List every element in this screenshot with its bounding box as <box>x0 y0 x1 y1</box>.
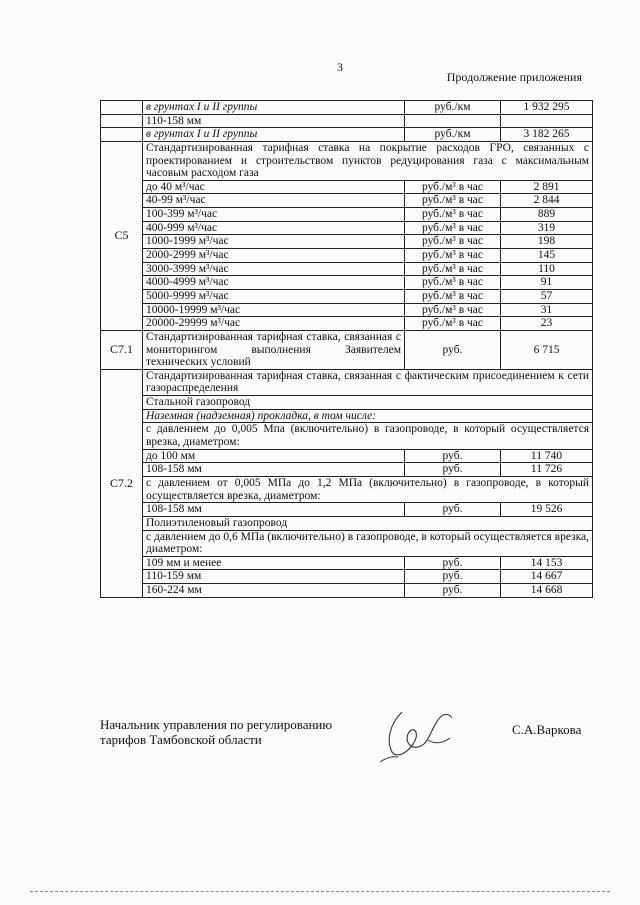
row-value: 11 740 <box>501 449 593 463</box>
row-unit: руб./м³ в час <box>405 303 501 317</box>
row-label: 1000-1999 м³/час <box>143 235 405 249</box>
rate-code: С7.1 <box>101 330 143 369</box>
row-value: 14 153 <box>501 556 593 570</box>
table-row <box>101 235 593 249</box>
row-unit: руб./м³ в час <box>405 289 501 303</box>
row-label: 110-159 мм <box>143 570 405 584</box>
row-value: 2 844 <box>501 194 593 208</box>
table-row <box>101 516 593 530</box>
pressure-condition: с давлением до 0,6 МПа (включительно) в газопроводе, в который осуществляется врезка, диаметром: <box>143 530 593 556</box>
table-row <box>101 369 593 395</box>
row-label: 20000-29999 м³/час <box>143 317 405 331</box>
row-value: 145 <box>501 249 593 263</box>
tariff-table <box>100 100 593 598</box>
row-unit: руб. <box>405 556 501 570</box>
signatory-name: С.А.Варкова <box>512 722 582 737</box>
row-unit <box>405 114 501 128</box>
table-row <box>101 423 593 449</box>
row-label: 5000-9999 м³/час <box>143 289 405 303</box>
rate-description: Стандартизированная тарифная ставка на покрытие расходов ГРО, связанных с проектированием и строительством пунктов редуцирования газа с максимальным часовым расходом газа <box>143 141 593 180</box>
row-value: 319 <box>501 221 593 235</box>
row-value: 110 <box>501 262 593 276</box>
row-unit: руб./м³ в час <box>405 235 501 249</box>
signatory-position-line: Начальник управления по регулированию <box>100 717 333 732</box>
rate-code: С5 <box>101 141 143 330</box>
row-value <box>501 114 593 128</box>
table-row <box>101 276 593 290</box>
row-unit: руб./м³ в час <box>405 317 501 331</box>
row-unit: руб./м³ в час <box>405 194 501 208</box>
table-row <box>101 141 593 180</box>
table-row <box>101 330 593 369</box>
row-value: 6 715 <box>501 330 593 369</box>
row-unit: руб./м³ в час <box>405 180 501 194</box>
section-heading: Стальной газопровод <box>143 396 593 410</box>
row-label: 3000-3999 м³/час <box>143 262 405 276</box>
table-row <box>101 463 593 477</box>
row-unit: руб./км <box>405 101 501 115</box>
table-row <box>101 409 593 423</box>
row-value: 1 932 295 <box>501 101 593 115</box>
continuation-label: Продолжение приложения <box>446 70 582 84</box>
row-label: 110-158 мм <box>143 114 405 128</box>
table-row <box>101 289 593 303</box>
row-value: 57 <box>501 289 593 303</box>
row-unit: руб. <box>405 463 501 477</box>
table-row <box>101 101 593 115</box>
table-row <box>101 303 593 317</box>
row-label: до 100 мм <box>143 449 405 463</box>
row-label: в грунтах I и II группы <box>143 101 405 115</box>
signatory-position-line: тарифов Тамбовской области <box>100 731 262 747</box>
rate-description: Стандартизированная тарифная ставка, связанная с фактическим присоединением к сети газораспределения <box>143 369 593 395</box>
row-label: 400-999 м³/час <box>143 221 405 235</box>
row-value: 2 891 <box>501 180 593 194</box>
page-number: 3 <box>337 60 343 74</box>
table-row <box>101 584 593 598</box>
row-value: 91 <box>501 276 593 290</box>
row-unit: руб./м³ в час <box>405 208 501 222</box>
row-unit: руб./м³ в час <box>405 262 501 276</box>
table-row <box>101 208 593 222</box>
row-label: 100-399 м³/час <box>143 208 405 222</box>
row-label: 108-158 мм <box>143 503 405 517</box>
rate-description: Стандартизированная тарифная ставка, связанная с мониторингом выполнения Заявителем технических условий <box>143 330 405 369</box>
rate-code: С7.2 <box>101 369 143 597</box>
row-label: до 40 м³/час <box>143 180 405 194</box>
row-label: 160-224 мм <box>143 584 405 598</box>
table-row <box>101 114 593 128</box>
row-unit: руб. <box>405 503 501 517</box>
table-row <box>101 503 593 517</box>
pressure-condition: с давлением от 0,005 МПа до 1,2 МПа (включительно) в газопроводе, в который осуществляется врезка, диаметром: <box>143 476 593 502</box>
row-label: 4000-4999 м³/час <box>143 276 405 290</box>
row-label: в грунтах I и II группы <box>143 128 405 142</box>
handwritten-signature <box>372 700 472 770</box>
row-unit: руб. <box>405 330 501 369</box>
row-unit: руб./км <box>405 128 501 142</box>
table-row <box>101 249 593 263</box>
page-bottom-rule <box>30 891 610 892</box>
table-row <box>101 262 593 276</box>
table-row <box>101 570 593 584</box>
row-unit: руб. <box>405 449 501 463</box>
row-unit: руб./м³ в час <box>405 221 501 235</box>
table-row <box>101 317 593 331</box>
table-row <box>101 449 593 463</box>
row-label: 2000-2999 м³/час <box>143 249 405 263</box>
row-value: 23 <box>501 317 593 331</box>
row-value: 19 526 <box>501 503 593 517</box>
table-row <box>101 556 593 570</box>
row-label: 10000-19999 м³/час <box>143 303 405 317</box>
table-row <box>101 180 593 194</box>
row-value: 198 <box>501 235 593 249</box>
row-unit: руб. <box>405 584 501 598</box>
row-value: 14 667 <box>501 570 593 584</box>
row-label: 40-99 м³/час <box>143 194 405 208</box>
pressure-condition: с давлением до 0,005 Мпа (включительно) в газопроводе, в который осуществляется врезка, диаметром: <box>143 423 593 449</box>
section-heading: Полиэтиленовый газопровод <box>143 516 593 530</box>
row-label: 109 мм и менее <box>143 556 405 570</box>
row-unit: руб./м³ в час <box>405 276 501 290</box>
table-row <box>101 476 593 502</box>
section-subheading: Наземная (надземная) прокладка, в том числе: <box>143 409 593 423</box>
row-unit: руб. <box>405 570 501 584</box>
table-row <box>101 128 593 142</box>
row-value: 889 <box>501 208 593 222</box>
row-unit: руб./м³ в час <box>405 249 501 263</box>
row-label: 108-158 мм <box>143 463 405 477</box>
table-row <box>101 221 593 235</box>
row-value: 3 182 265 <box>501 128 593 142</box>
table-row <box>101 530 593 556</box>
signatory-position <box>100 718 332 748</box>
table-row <box>101 194 593 208</box>
row-value: 31 <box>501 303 593 317</box>
row-value: 14 668 <box>501 584 593 598</box>
row-value: 11 726 <box>501 463 593 477</box>
table-row <box>101 396 593 410</box>
